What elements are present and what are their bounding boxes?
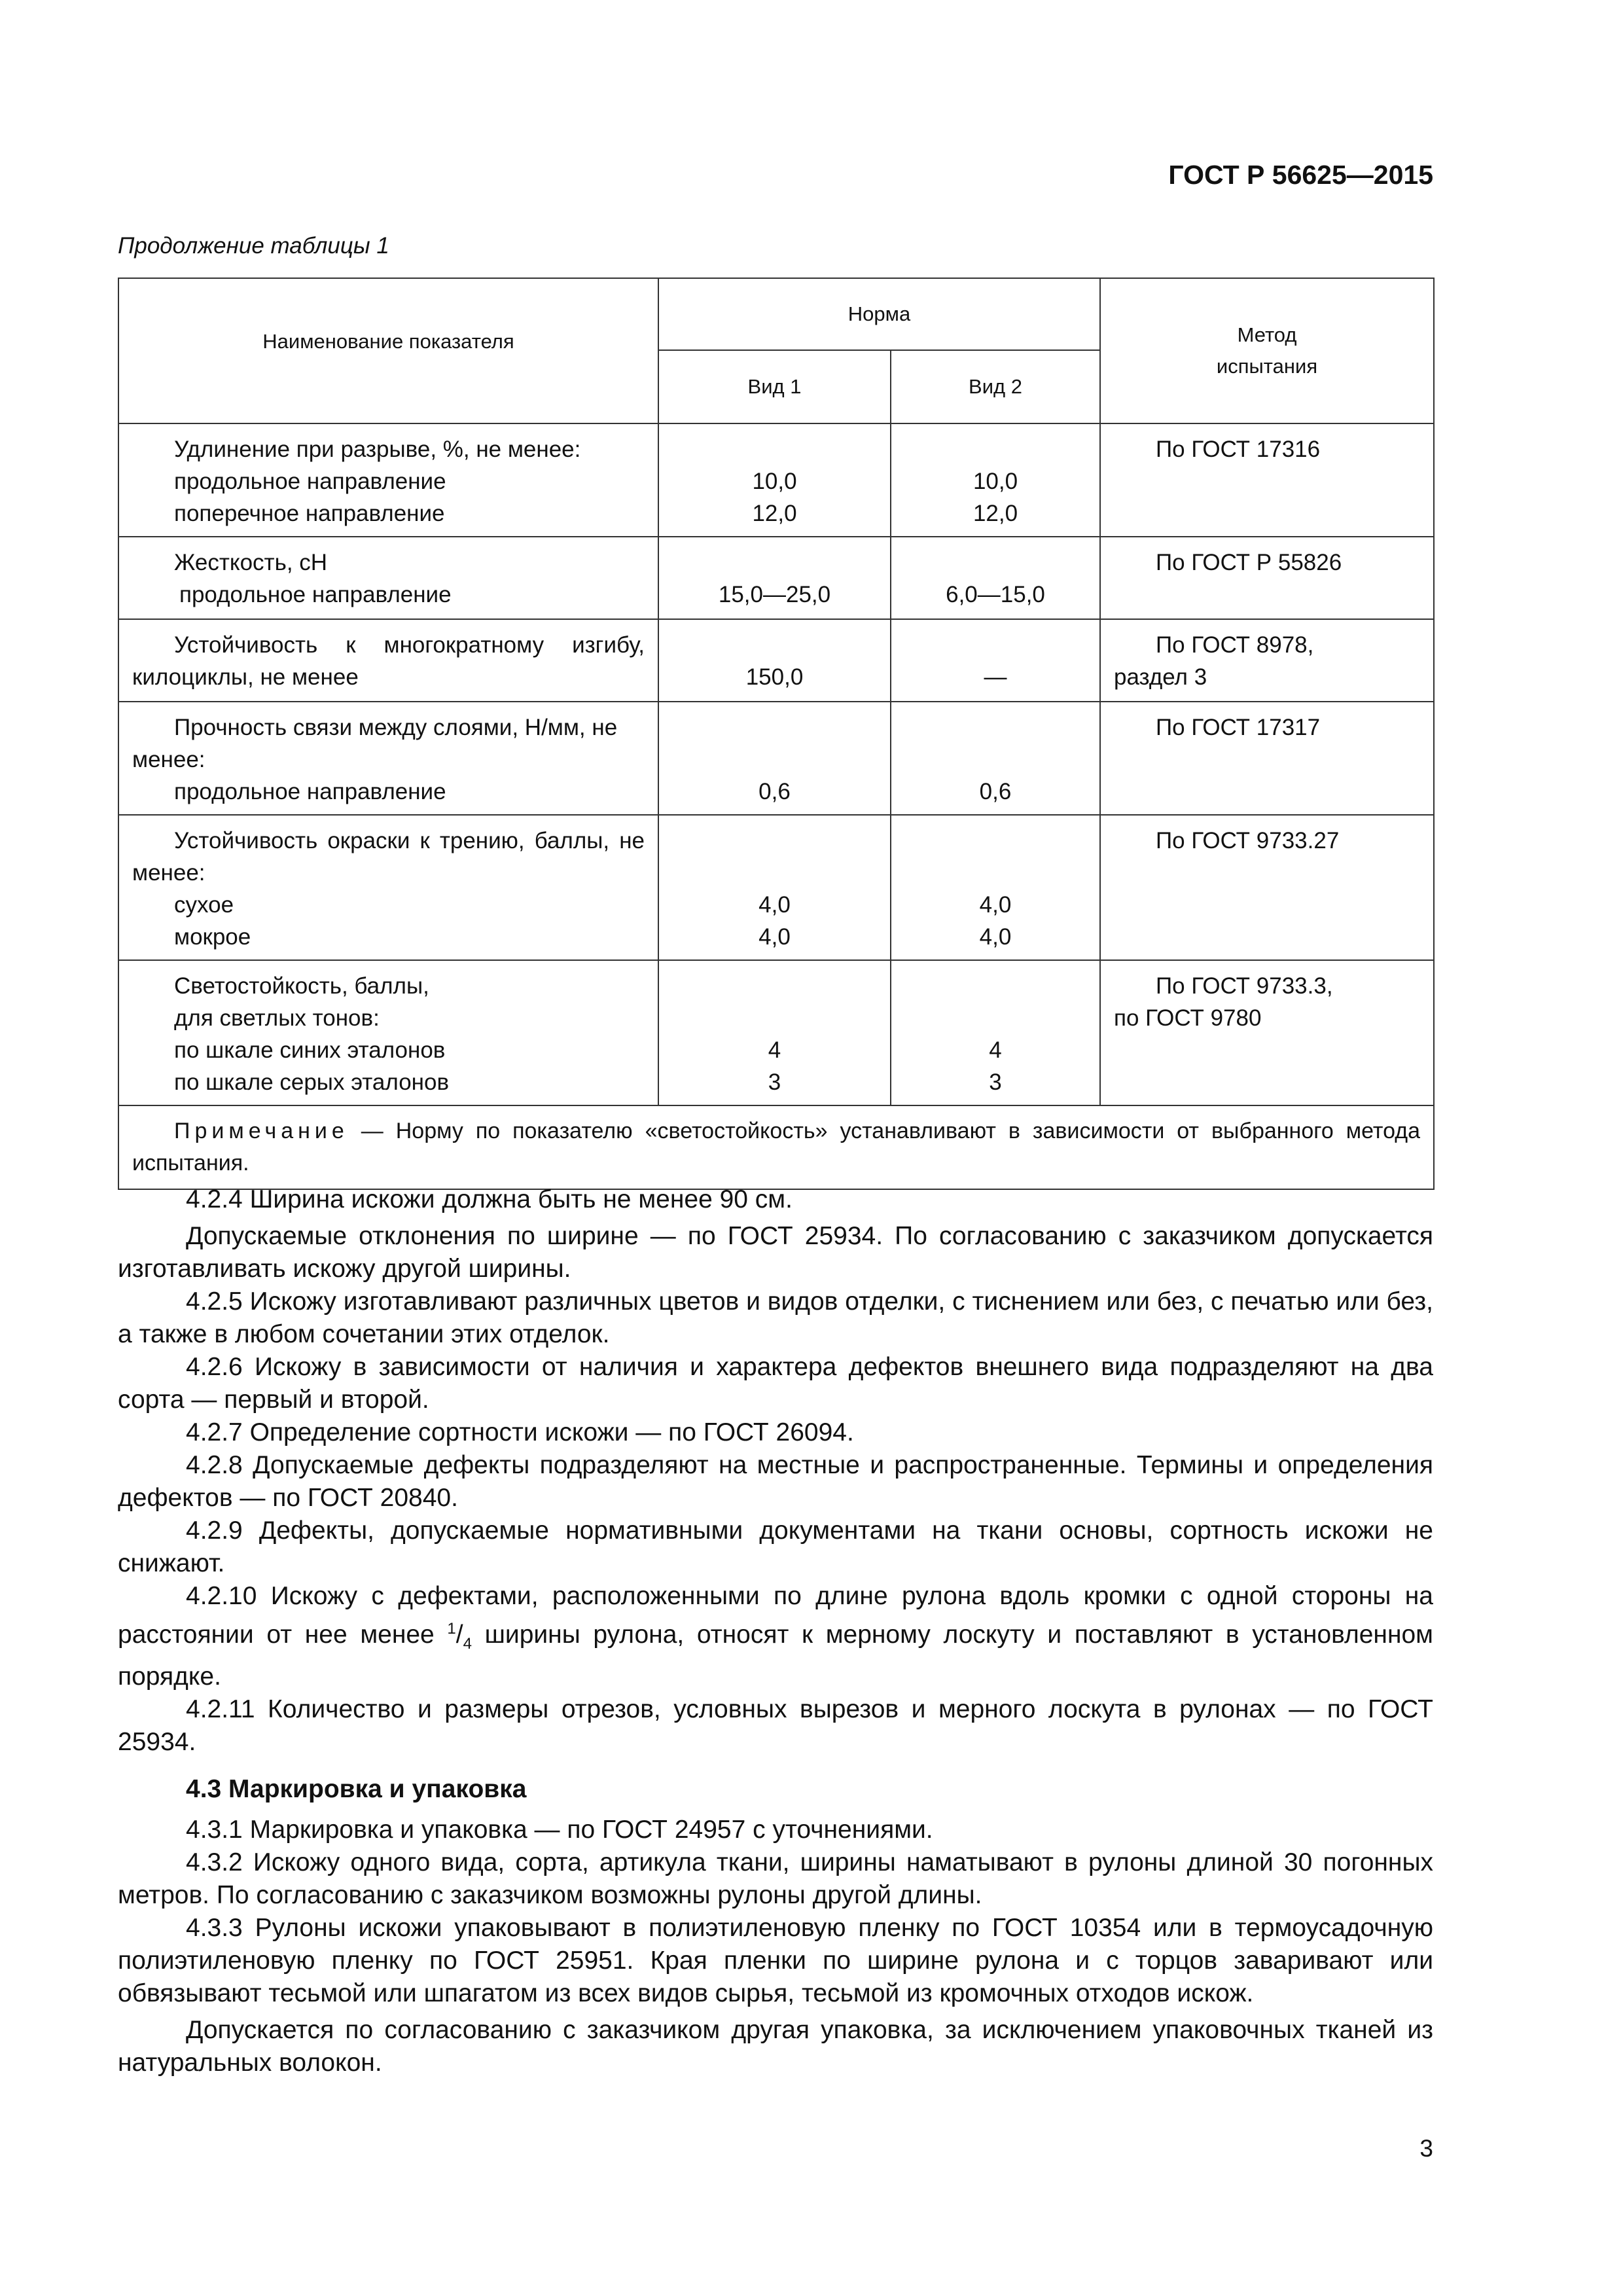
row-sub: продольное направление — [174, 779, 446, 804]
header-name: Наименование показателя — [118, 278, 658, 423]
properties-table — [118, 278, 1435, 1190]
vid1-value: 4,0 — [758, 924, 791, 950]
method-value: По ГОСТ Р 55826 — [1156, 550, 1342, 575]
paragraph: 4.2.4 Ширина искожи должна быть не менее 90 см. — [186, 1185, 793, 1213]
vid1-value: 4,0 — [758, 892, 791, 918]
row-title: Жесткость, сН — [174, 550, 328, 575]
header-vid2: Вид 2 — [891, 350, 1100, 423]
body-text — [118, 1183, 1433, 2079]
vid2-value: 0,6 — [979, 779, 1012, 804]
table-row — [118, 702, 1434, 815]
paragraph: 4.2.5 Искожу изготавливают различных цветов и видов отделки, с тиснением или без, с печатью или без, а также в любом сочетании этих отделок. — [118, 1287, 1433, 1348]
row-sub: по шкале синих эталонов — [174, 1037, 446, 1063]
method-value: По ГОСТ 17316 — [1156, 437, 1321, 462]
vid1-value: 0,6 — [758, 779, 791, 804]
row-title: Устойчивость окраски к трению, баллы, не менее: — [132, 828, 645, 886]
vid2-value: — — [984, 664, 1007, 690]
row-sub: продольное направление — [179, 582, 452, 607]
paragraph: 4.2.11 Количество и размеры отрезов, условных вырезов и мерного лоскута в рулонах — по ГОСТ 25934. — [118, 1695, 1433, 1756]
row-sub: по шкале серых эталонов — [174, 1069, 450, 1095]
row-title: Светостойкость, баллы, — [174, 973, 429, 999]
vid2-value: 6,0—15,0 — [946, 582, 1045, 607]
fraction-numerator: 1 — [447, 1620, 456, 1638]
paragraph: Допускается по согласованию с заказчиком другая упаковка, за исключением упаковочных тканей из натуральных волокон. — [118, 2015, 1433, 2077]
note-label: Примечание — [174, 1119, 349, 1143]
row-sub: для светлых тонов: — [174, 1005, 380, 1031]
method-value: По ГОСТ 17317 — [1156, 715, 1321, 740]
table-note-row — [118, 1105, 1434, 1189]
table-row — [118, 815, 1434, 960]
table-caption: Продолжение таблицы 1 — [118, 233, 389, 259]
method-value: раздел 3 — [1114, 664, 1207, 690]
vid2-value: 4,0 — [979, 924, 1012, 950]
method-value: По ГОСТ 8978, — [1156, 632, 1314, 658]
header-norm: Норма — [658, 278, 1100, 350]
vid2-value: 4 — [989, 1037, 1002, 1063]
header-method: Метод испытания — [1100, 278, 1434, 423]
paragraph: 4.2.10 Искожу с дефектами, расположенными по длине рулона вдоль кромки с одной стороны на расстоянии от нее менее $^1/_4$ ширины рулона, относят к мерному лоскуту и поставляют в установленном порядке. — [118, 1582, 1433, 1691]
paragraph: 4.3.2 Искожу одного вида, сорта, артикула ткани, ширины наматывают в рулоны длиной 30 погонных метров. По согласованию с заказчиком возможны рулоны другой длины. — [118, 1848, 1433, 1909]
row-title: Удлинение при разрыве, %, не менее: — [174, 437, 581, 462]
method-value: По ГОСТ 9733.3, — [1156, 973, 1333, 999]
row-title: Устойчивость к многократному изгибу, килоциклы, не менее — [132, 632, 645, 690]
vid1-value: 4 — [768, 1037, 781, 1063]
fraction-denominator: 4 — [463, 1634, 472, 1653]
paragraph: 4.2.8 Допускаемые дефекты подразделяют на местные и распространенные. Термины и определения дефектов — по ГОСТ 20840. — [118, 1451, 1433, 1512]
paragraph: Допускаемые отклонения по ширине — по ГОСТ 25934. По согласованию с заказчиком допускается изготавливать искожу другой ширины. — [118, 1222, 1433, 1283]
paragraph: 4.2.9 Дефекты, допускаемые нормативными документами на ткани основы, сортность искожи не снижают. — [118, 1516, 1433, 1577]
vid2-value: 10,0 — [972, 469, 1018, 494]
row-sub: мокрое — [174, 924, 251, 950]
vid1-value: 150,0 — [745, 664, 804, 690]
paragraph: 4.3.3 Рулоны искожи упаковывают в полиэтиленовую пленку по ГОСТ 10354 или в термоусадочную полиэтиленовую пленку по ГОСТ 25951. Края пленки по ширине рулона и с торцов заваривают или обвязывают тесьмой или шпагатом из всех видов сырья, тесьмой из кромочных отходов искож. — [118, 1913, 1433, 2007]
paragraph: 4.3.1 Маркировка и упаковка — по ГОСТ 24957 с уточнениями. — [186, 1815, 933, 1844]
row-sub: сухое — [174, 892, 234, 918]
page-number: 3 — [1419, 2135, 1433, 2162]
row-sub: поперечное направление — [174, 501, 445, 526]
table-row — [118, 960, 1434, 1105]
vid1-value: 12,0 — [752, 501, 797, 526]
method-value: По ГОСТ 9733.27 — [1156, 828, 1340, 853]
vid2-value: 4,0 — [979, 892, 1012, 918]
vid1-value: 10,0 — [752, 469, 797, 494]
vid1-value: 3 — [768, 1069, 781, 1095]
header-vid1: Вид 1 — [658, 350, 891, 423]
vid2-value: 12,0 — [972, 501, 1018, 526]
table-row — [118, 619, 1434, 702]
document-code: ГОСТ Р 56625—2015 — [1168, 160, 1433, 190]
paragraph: 4.2.6 Искожу в зависимости от наличия и характера дефектов внешнего вида подразделяют на два сорта — первый и второй. — [118, 1353, 1433, 1414]
row-title: Прочность связи между слоями, Н/мм, не менее: — [132, 715, 618, 772]
row-sub: продольное направление — [174, 469, 446, 494]
note-text: — Норму по показателю «светостойкость» устанавливают в зависимости от выбранного метода испытания. — [132, 1119, 1421, 1175]
paragraph: 4.2.7 Определение сортности искожи — по ГОСТ 26094. — [186, 1418, 854, 1446]
vid2-value: 3 — [989, 1069, 1002, 1095]
vid1-value: 15,0—25,0 — [718, 582, 831, 607]
section-heading: 4.3 Маркировка и упаковка — [186, 1774, 527, 1803]
table-row — [118, 423, 1434, 537]
method-value: по ГОСТ 9780 — [1114, 1005, 1262, 1031]
table-row — [118, 537, 1434, 619]
